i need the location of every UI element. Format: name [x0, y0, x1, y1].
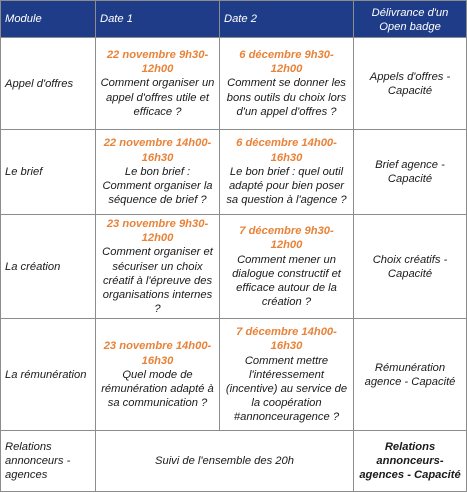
session-date: 23 novembre 14h00-16h30: [103, 340, 212, 367]
merged-followup-cell: Suivi de l'ensemble des 20h: [96, 431, 354, 492]
session-title: Comment organiser un appel d'offres utile et efficace ?: [100, 77, 215, 118]
module-cell: Appel d'offres: [1, 38, 96, 130]
table-row: [1, 215, 467, 319]
module-cell: Le brief: [1, 130, 96, 215]
table-row: [1, 130, 467, 215]
session-date: 22 novembre 14h00-16h30: [103, 137, 212, 164]
session-title: Comment organiser et sécuriser un choix créatif à l'épreuve des organisations internes ?: [102, 246, 213, 316]
badge-cell: Brief agence - Capacité: [354, 130, 467, 215]
header-module: Module: [1, 1, 96, 38]
header-row: [1, 1, 467, 38]
module-cell: La rémunération: [1, 319, 96, 431]
module-cell: Relations annonceurs - agences: [1, 431, 96, 492]
header-date1: Date 1: [96, 1, 220, 38]
session-cell-date1: [96, 215, 220, 319]
table-row: [1, 38, 467, 130]
session-cell-date2: [220, 130, 354, 215]
session-title: Le bon brief : quel outil adapté pour bien poser sa question à l'agence ?: [226, 165, 347, 207]
session-cell-date2: [220, 38, 354, 130]
session-cell-date2: [220, 319, 354, 431]
session-date: 6 décembre 14h00-16h30: [236, 137, 337, 164]
session-date: 22 novembre 9h30-12h00: [106, 48, 209, 76]
session-date: 23 novembre 9h30-12h00: [106, 218, 209, 245]
session-cell-date1: [96, 38, 220, 130]
session-title: Comment mettre l'intéressement (incentive) au service de la coopération #annonceuragence ?: [225, 354, 348, 424]
session-date: 7 décembre 9h30-12h00: [239, 225, 334, 252]
session-title: Comment mener un dialogue constructif et efficace autour de la création ?: [232, 253, 341, 309]
badge-cell-final: Relations annonceurs-agences - Capacité: [354, 431, 467, 492]
session-cell-date2: [220, 215, 354, 319]
table-row: [1, 319, 467, 431]
badge-cell: Rémunération agence - Capacité: [354, 319, 467, 431]
session-title: Quel mode de rémunération adapté à sa communication ?: [101, 368, 214, 410]
session-title: Le bon brief : Comment organiser la séquence de brief ?: [102, 165, 213, 207]
module-cell: La création: [1, 215, 96, 319]
badge-cell: Choix créatifs - Capacité: [354, 215, 467, 319]
session-date: 7 décembre 14h00-16h30: [236, 326, 337, 353]
header-date2: Date 2: [220, 1, 354, 38]
badge-cell: Appels d'offres - Capacité: [354, 38, 467, 130]
session-cell-date1: [96, 319, 220, 431]
header-delivrance: Délivrance d'un Open badge: [354, 1, 467, 38]
table-row-final: [1, 431, 467, 492]
session-cell-date1: [96, 130, 220, 215]
session-title: Comment se donner les bons outils du choix lors d'un appel d'offres ?: [226, 77, 347, 118]
session-date: 6 décembre 9h30-12h00: [239, 48, 334, 76]
